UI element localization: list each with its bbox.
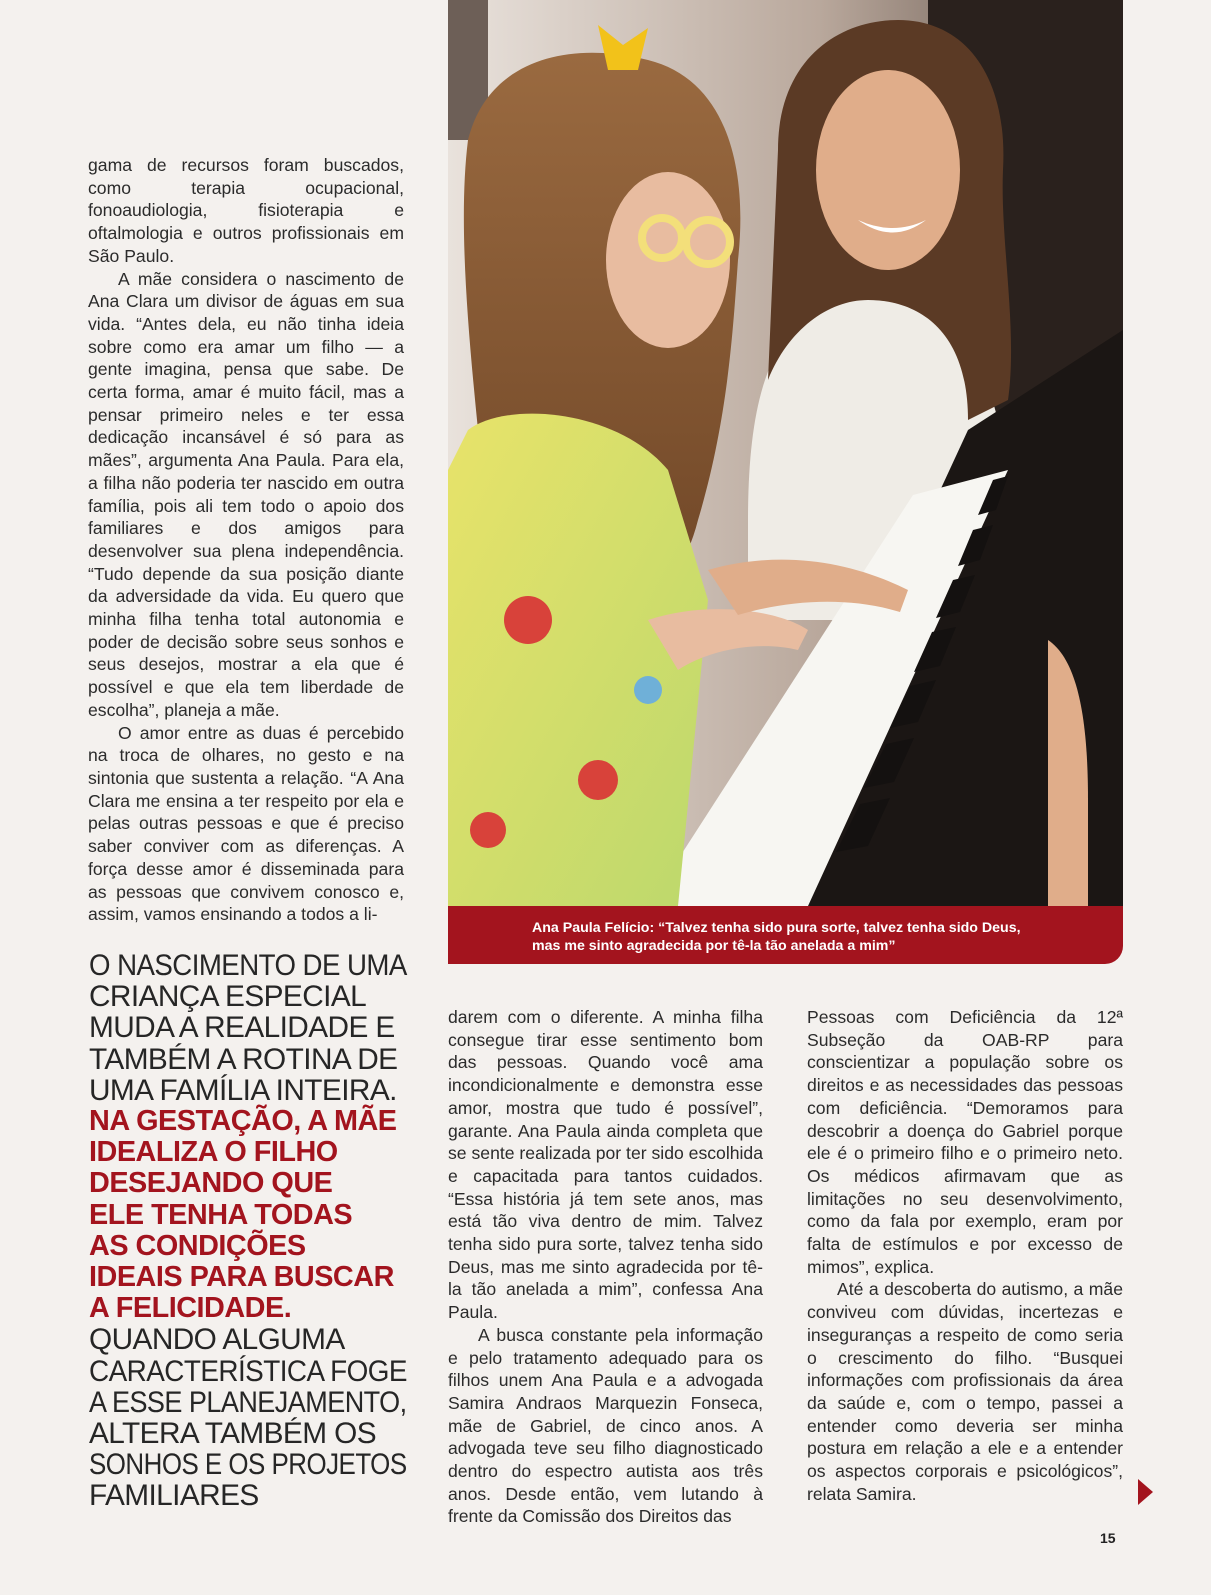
pull-quote-line: A FELICIDADE. <box>89 1292 292 1325</box>
paragraph: A mãe considera o nascimento de Ana Clara um divisor de águas em sua vida. “Antes dela, eu não tinha ideia sobre como era amar um filho — a gente imagina, pensa que sabe. De certa forma, amar é muito fácil, mas a pensar primeiro neles e ter essa dedicação incansável é só para as mães”, argumenta Ana Paula. Para ela, a filha não poderia ter nascido em outra família, pois ali tem todo o apoio dos familiares e dos amigos para desenvolver sua plena independência. “Tudo depende da sua posição diante da adversidade da vida. Eu quero que minha filha tenha total autonomia e poder de decisão sobre seus sonhos e seus desejos, mostrar a ela que é possível e que ela tem liberdade de escolha”, planeja a mãe. <box>88 268 404 720</box>
pull-quote <box>89 950 409 1512</box>
pull-quote-intro <box>89 950 409 1106</box>
pull-quote-line: ALTERA TAMBÉM OS <box>89 1417 377 1451</box>
paragraph: Pessoas com Deficiência da 12ª Subseção da OAB-RP para conscientizar a população sobre os direitos e as necessidades das pessoas com deficiência. “Demoramos para descobrir a doença do Gabriel porque ele é o primeiro filho e o primeiro neto. Os médicos afirmavam que as limitações no seu desenvolvimento, como da fala por exemplo, eram por falta de estímulos e por excesso de mimos”, explica. <box>807 1007 1123 1277</box>
pull-quote-line: MUDA A REALIDADE E <box>89 1011 395 1045</box>
photo-girl-and-mother-at-piano <box>448 0 1123 906</box>
pull-quote-line: NA GESTAÇÃO, A MÃE <box>89 1105 397 1138</box>
article-column-middle <box>448 1006 763 1528</box>
article-column-right <box>807 1006 1123 1505</box>
pull-quote-line: SONHOS E OS PROJETOS <box>89 1448 407 1482</box>
pull-quote-outro <box>89 1324 409 1511</box>
paragraph: A busca constante pela informação e pelo tratamento adequado para os filhos unem Ana Paula e a advogada Samira Andraos Marquezin Fonseca, mãe de Gabriel, de cinco anos. A advogada teve seu filho diagnosticado dentro do espectro autista aos três anos. Desde então, vem lutando à frente da Comissão dos Direitos das <box>448 1324 763 1527</box>
article-column-left <box>88 154 404 926</box>
page-number: 15 <box>1100 1530 1116 1546</box>
caption-line: mas me sinto agradecida por tê-la tão anelada a mim” <box>532 938 896 954</box>
pull-quote-line: UMA FAMÍLIA INTEIRA. <box>89 1073 397 1107</box>
pull-quote-line: O NASCIMENTO DE UMA <box>89 949 407 982</box>
pull-quote-line: AS CONDIÇÕES <box>89 1229 306 1262</box>
paragraph: gama de recursos foram buscados, como terapia ocupacional, fonoaudiologia, fisioterapia e oftalmologia e outros profissionais em São Paulo. <box>88 155 404 266</box>
pull-quote-line: TAMBÉM A ROTINA DE <box>89 1042 398 1076</box>
pull-quote-line: CARACTERÍSTICA FOGE <box>89 1354 407 1388</box>
pull-quote-line: QUANDO ALGUMA <box>89 1323 345 1357</box>
pull-quote-line: IDEAIS PARA BUSCAR <box>89 1261 394 1294</box>
pull-quote-highlight <box>89 1106 409 1324</box>
pull-quote-line: CRIANÇA ESPECIAL <box>89 980 367 1014</box>
caption-line: Ana Paula Felício: “Talvez tenha sido pura sorte, talvez tenha sido Deus, <box>532 920 1021 936</box>
pull-quote-line: IDEALIZA O FILHO <box>89 1136 338 1169</box>
paragraph: O amor entre as duas é percebido na troca de olhares, no gesto e na sintonia que sustenta a relação. “A Ana Clara me ensina a ter respeito por ela e pelas outras pessoas e que é preciso saber conviver com as diferenças. A força desse amor é disseminada para as pessoas que convivem conosco e, assim, vamos ensinando a todos a li- <box>88 722 404 925</box>
pull-quote-line: A ESSE PLANEJAMENTO, <box>89 1385 407 1419</box>
pull-quote-line: DESEJANDO QUE <box>89 1167 333 1200</box>
pull-quote-line: ELE TENHA TODAS <box>89 1198 353 1231</box>
continue-arrow-icon <box>1138 1479 1153 1505</box>
paragraph: darem com o diferente. A minha filha consegue tirar esse sentimento bom das pessoas. Quando você ama incondicionalmente e demonstra esse amor, mostra que tudo é possível”, garante. Ana Paula ainda completa que se sente realizada por ter sido escolhida e capacitada para tantos cuidados. “Essa história já tem sete anos, mas está tão viva dentro de mim. Talvez tenha sido pura sorte, talvez tenha sido Deus, mas me sinto agradecida por tê-la tão anelada a mim”, confessa Ana Paula. <box>448 1007 763 1323</box>
pull-quote-line: FAMILIARES <box>89 1479 259 1513</box>
paragraph: Até a descoberta do autismo, a mãe conviveu com dúvidas, incertezas e inseguranças a respeito de como seria o crescimento do filho. “Busquei informações com profissionais da área da saúde e, com o tempo, passei a entender como deveria ser minha postura em relação a ele e a entender os aspectos corporais e psicológicos”, relata Samira. <box>807 1279 1123 1504</box>
photo-caption <box>448 906 1123 964</box>
